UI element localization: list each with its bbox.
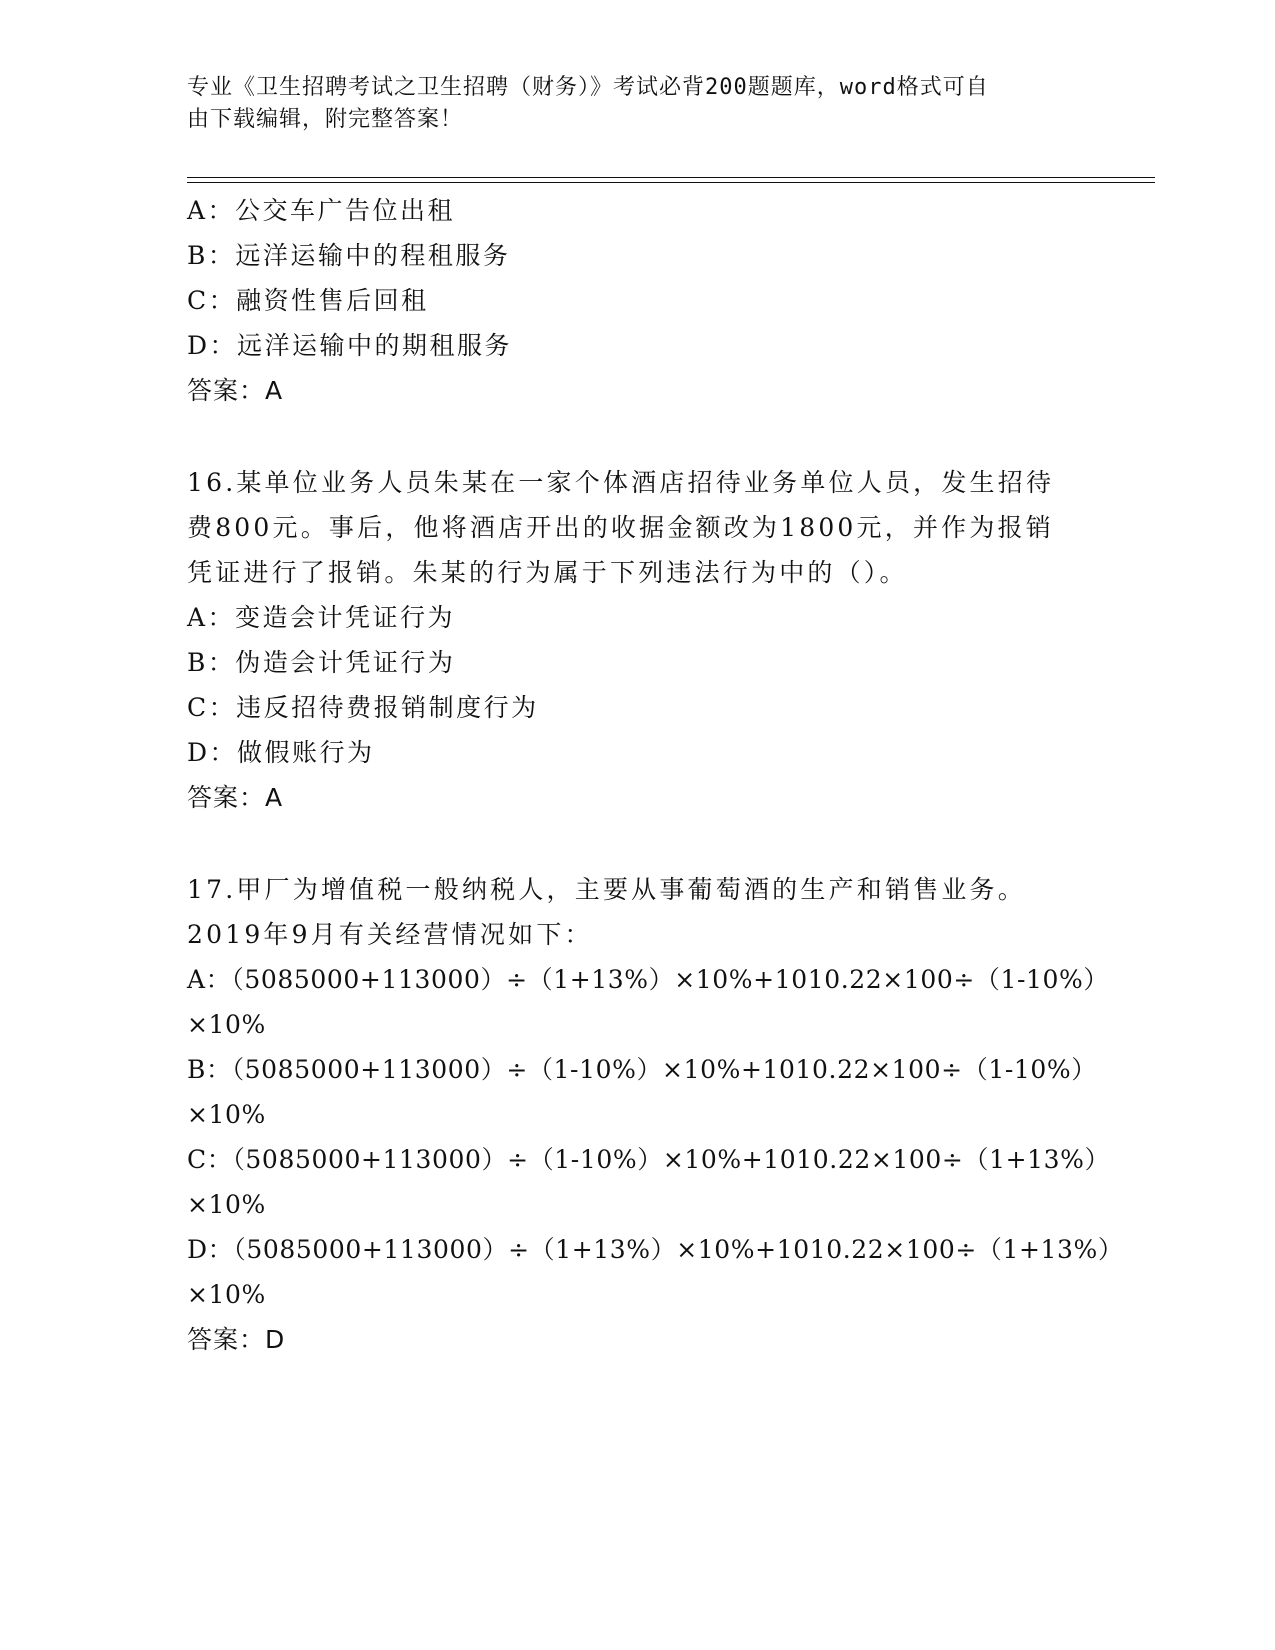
option-b: B：远洋运输中的程租服务 [187,241,511,270]
document-header [187,72,1067,136]
option-b-line-2: ×10% [187,1100,266,1129]
header-line-1: 专业《卫生招聘考试之卫生招聘（财务）》考试必背200题题库，word格式可自 [187,75,989,100]
option-c: C：违反招待费报销制度行为 [187,693,539,722]
option-c [187,1137,1111,1227]
question-16 [187,460,1087,820]
option-c-line-1: C：（5085000+113000）÷（1-10%）×10%+1010.22×100÷（1+13%） [187,1145,1111,1174]
header-divider-bottom [187,182,1155,183]
option-a: A：公交车广告位出租 [187,196,456,225]
question-text [187,867,1087,957]
header-divider-top [187,177,1155,178]
option-a: A：变造会计凭证行为 [187,603,456,632]
option-b [187,1047,1097,1137]
question-text-line: 16.某单位业务人员朱某在一家个体酒店招待业务单位人员，发生招待 [187,468,1055,497]
option-b: B：伪造会计凭证行为 [187,648,456,677]
option-c: C：融资性售后回租 [187,286,429,315]
question-15 [187,188,1087,413]
spacer [187,413,1087,460]
option-c-line-2: ×10% [187,1190,266,1219]
question-text-line: 费800元。事后，他将酒店开出的收据金额改为1800元，并作为报销 [187,513,1054,542]
spacer [187,820,1087,867]
answer: 答案：A [187,376,284,405]
question-17 [187,867,1124,1362]
option-d: D：远洋运输中的期租服务 [187,331,513,360]
option-b-line-1: B：（5085000+113000）÷（1-10%）×10%+1010.22×100÷（1-10%） [187,1055,1097,1084]
question-text [187,460,1087,595]
option-a [187,957,1110,1047]
answer: 答案：A [187,783,284,812]
option-a-line-2: ×10% [187,1010,266,1039]
question-text-line: 17.甲厂为增值税一般纳税人，主要从事葡萄酒的生产和销售业务。 [187,875,1026,904]
answer: 答案：D [187,1325,286,1354]
option-a-line-1: A：（5085000+113000）÷（1+13%）×10%+1010.22×100÷（1-10%） [187,965,1110,994]
header-line-2: 由下载编辑，附完整答案！ [187,107,464,132]
option-d [187,1227,1124,1317]
option-d-line-1: D：（5085000+113000）÷（1+13%）×10%+1010.22×100÷（1+13%） [187,1235,1124,1264]
document-body [187,188,1124,1362]
question-text-line: 凭证进行了报销。朱某的行为属于下列违法行为中的（）。 [187,558,908,587]
option-d: D：做假账行为 [187,738,375,767]
option-d-line-2: ×10% [187,1280,266,1309]
question-text-line: 2019年9月有关经营情况如下： [187,920,593,949]
